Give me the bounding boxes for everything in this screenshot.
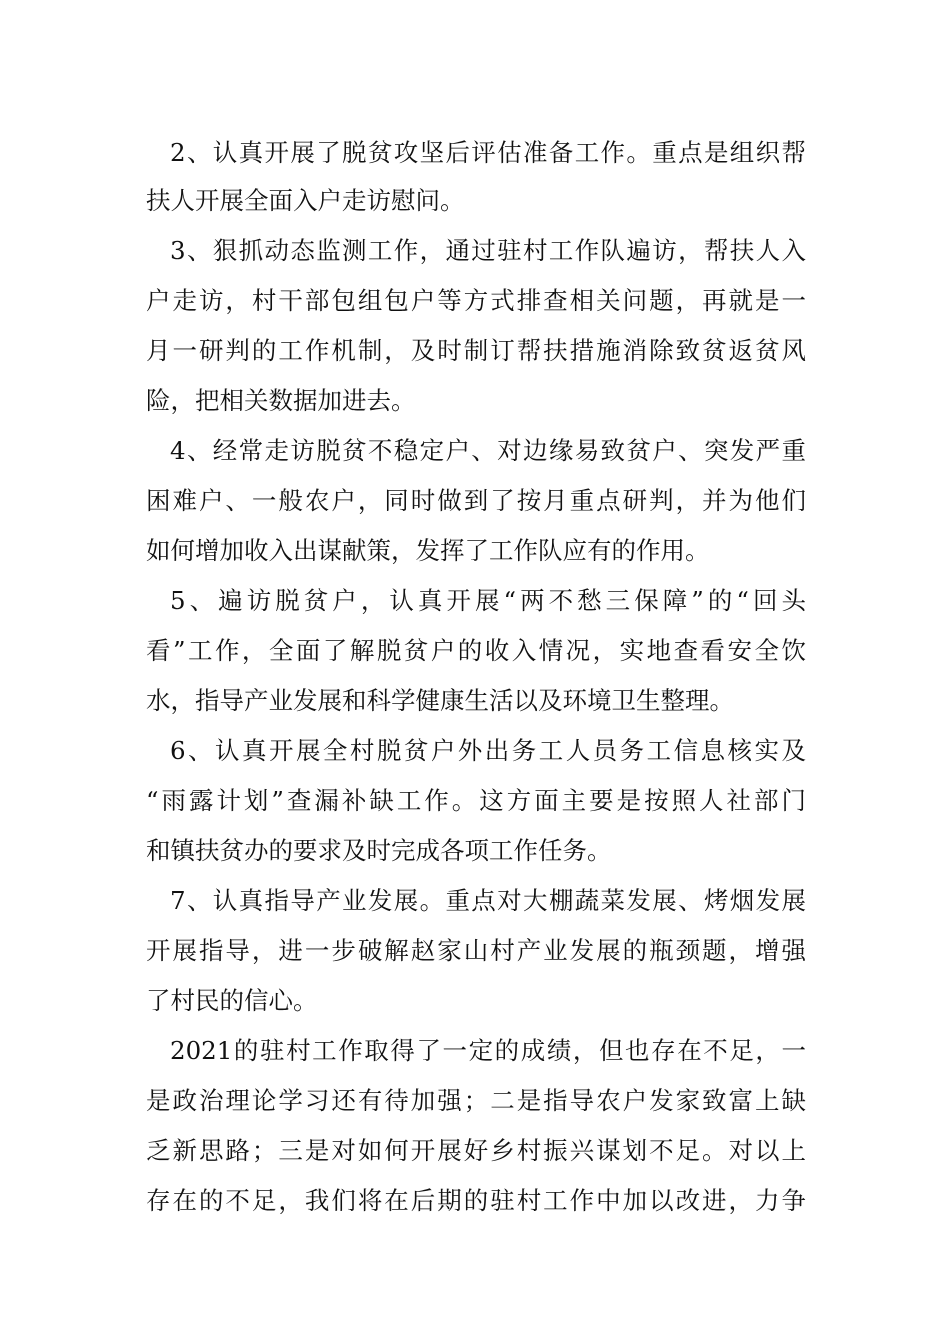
paragraph-3-line-2: 户走访，村干部包组包户等方式排查相关问题，再就是一 xyxy=(146,286,806,315)
paragraph-2-line-1: 2、认真开展了脱贫攻坚后评估准备工作。重点是组织帮 xyxy=(170,138,806,167)
paragraph-4-line-3: 如何增加收入出谋献策，发挥了工作队应有的作用。 xyxy=(146,536,710,565)
paragraph-7-line-1: 7、认真指导产业发展。重点对大棚蔬菜发展、烤烟发展 xyxy=(170,886,806,915)
summary-line-1: 2021的驻村工作取得了一定的成绩，但也存在不足，一 xyxy=(170,1036,806,1065)
paragraph-3-line-3: 月一研判的工作机制，及时制订帮扶措施消除致贫返贫风 xyxy=(146,336,806,365)
paragraph-4-line-1: 4、经常走访脱贫不稳定户、对边缘易致贫户、突发严重 xyxy=(170,436,806,465)
paragraph-4-line-2: 困难户、一般农户，同时做到了按月重点研判，并为他们 xyxy=(146,486,806,515)
paragraph-3-line-4: 险，把相关数据加进去。 xyxy=(146,386,416,415)
summary-line-4: 存在的不足，我们将在后期的驻村工作中加以改进，力争 xyxy=(146,1186,806,1215)
paragraph-7-line-3: 了村民的信心。 xyxy=(146,986,318,1015)
paragraph-6-line-3: 和镇扶贫办的要求及时完成各项工作任务。 xyxy=(146,836,612,865)
summary-line-2: 是政治理论学习还有待加强；二是指导农户发家致富上缺 xyxy=(146,1086,806,1115)
paragraph-6-line-1: 6、认真开展全村脱贫户外出务工人员务工信息核实及 xyxy=(170,736,806,765)
summary-line-3: 乏新思路；三是对如何开展好乡村振兴谋划不足。对以上 xyxy=(146,1136,806,1165)
paragraph-7-line-2: 开展指导，进一步破解赵家山村产业发展的瓶颈题，增强 xyxy=(146,936,806,965)
paragraph-2-line-2: 扶人开展全面入户走访慰问。 xyxy=(146,186,465,215)
paragraph-3-line-1: 3、狠抓动态监测工作，通过驻村工作队遍访，帮扶人入 xyxy=(170,236,806,265)
paragraph-6-line-2: “雨露计划”查漏补缺工作。这方面主要是按照人社部门 xyxy=(146,786,806,815)
paragraph-5-line-1: 5、遍访脱贫户，认真开展“两不愁三保障”的“回头 xyxy=(170,586,806,615)
paragraph-5-line-2: 看”工作，全面了解脱贫户的收入情况，实地查看安全饮 xyxy=(146,636,806,665)
paragraph-5-line-3: 水，指导产业发展和科学健康生活以及环境卫生整理。 xyxy=(146,686,734,715)
